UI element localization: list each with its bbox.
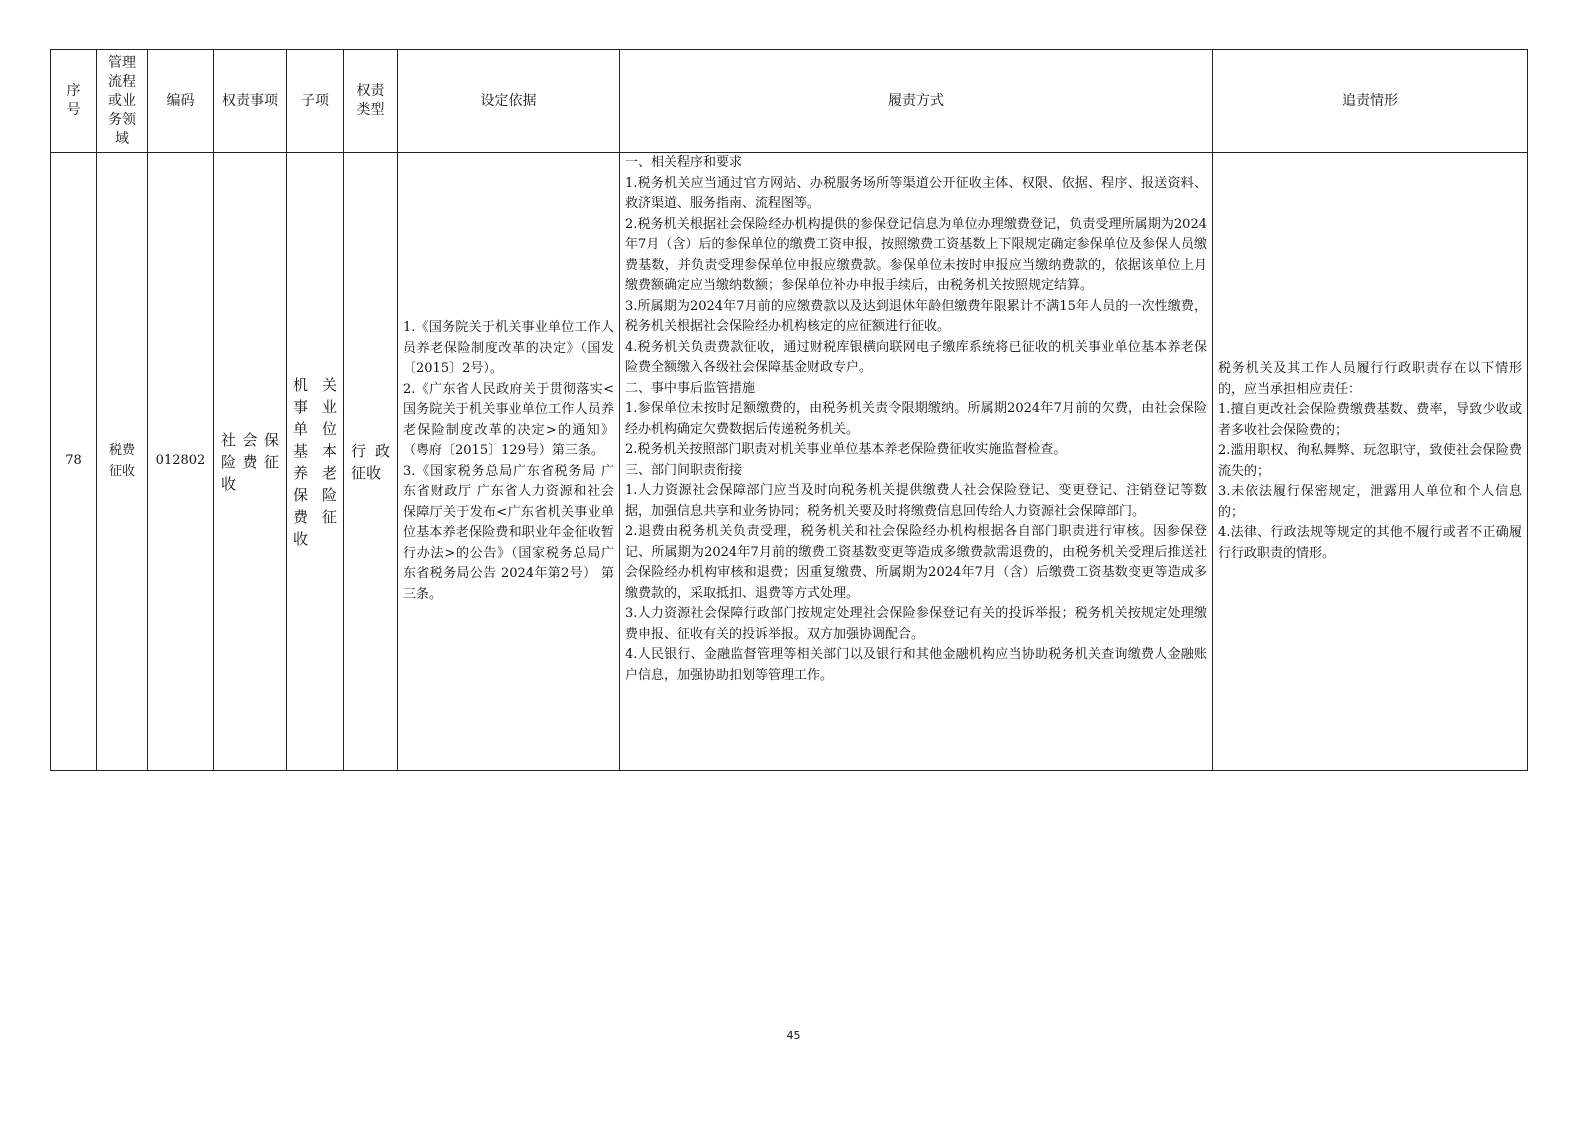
header-basis: 设定依据 — [398, 50, 620, 153]
header-subitem: 子项 — [287, 50, 344, 153]
cell-seq: 78 — [51, 153, 97, 771]
cell-domain: 税费征收 — [97, 153, 148, 771]
cell-type: 行政征收 — [344, 153, 398, 771]
duty-heading: 二、事中事后监管措施 — [625, 380, 756, 396]
cell-code: 012802 — [148, 153, 214, 771]
cell-matter: 社会保险费征收 — [214, 153, 287, 771]
basis-item: 1.《国务院关于机关事业单位工作人员养老保险制度改革的决定》（国发〔2015〕2号）。 — [403, 320, 614, 376]
duty-item: 4.人民银行、金融监督管理等相关部门以及银行和其他金融机构应当协助税务机关查询缴费人金融账户信息，加强协助扣划等管理工作。 — [625, 647, 1207, 683]
cell-duty — [620, 153, 1213, 771]
duty-item: 1.人力资源社会保障部门应当及时向税务机关提供缴费人社会保险登记、变更登记、注销登记等数据，加强信息共享和业务协同；税务机关要及时将缴费信息回传给人力资源社会保障部门。 — [625, 483, 1207, 519]
duty-heading: 一、相关程序和要求 — [625, 155, 743, 170]
header-matter: 权责事项 — [214, 50, 287, 153]
accountability-item: 2.滥用职权、徇私舞弊、玩忽职守，致使社会保险费流失的； — [1218, 443, 1522, 479]
cell-subitem: 机关事业单位基本养老保险费征收 — [287, 153, 344, 771]
header-accountability: 追责情形 — [1213, 50, 1528, 153]
duty-item: 2.退费由税务机关负责受理，税务机关和社会保险经办机构根据各自部门职责进行审核。因参保登记、所属期为2024年7月前的缴费工资基数变更等造成多缴费款需退费的，由税务机关受理后推送社会保险经办机构审核和退费；因重复缴费、所属期为2024年7月（含）后缴费工资基数变更等造成多缴费款的，采取抵扣、退费等方式处理。 — [625, 524, 1207, 601]
duty-item: 1.参保单位未按时足额缴费的，由税务机关责令限期缴纳。所属期2024年7月前的欠费，由社会保险经办机构确定欠费数据后传递税务机关。 — [625, 401, 1207, 437]
duty-item: 2.税务机关根据社会保险经办机构提供的参保登记信息为单位办理缴费登记，负责受理所属期为2024年7月（含）后的参保单位的缴费工资申报，按照缴费工资基数上下限规定确定参保单位及参保人员缴费基数，并负责受理参保单位申报应缴费款。参保单位未按时申报应当缴纳费款的，依据该单位上月缴费额确定应当缴纳数额；参保单位补办申报手续后，由税务机关按照规定结算。 — [625, 216, 1207, 293]
cell-basis — [398, 153, 620, 771]
duty-item: 1.税务机关应当通过官方网站、办税服务场所等渠道公开征收主体、权限、依据、程序、报送资料、救济渠道、服务指南、流程图等。 — [625, 175, 1207, 211]
duty-item: 4.税务机关负责费款征收，通过财税库银横向联网电子缴库系统将已征收的机关事业单位基本养老保险费全额缴入各级社会保障基金财政专户。 — [625, 339, 1207, 375]
responsibility-table — [50, 49, 1528, 771]
duty-item: 3.所属期为2024年7月前的应缴费款以及达到退休年龄但缴费年限累计不满15年人员的一次性缴费，税务机关根据社会保险经办机构核定的应征额进行征收。 — [625, 298, 1207, 334]
header-seq: 序号 — [51, 50, 97, 153]
header-type: 权责类型 — [344, 50, 398, 153]
header-duty: 履责方式 — [620, 50, 1213, 153]
header-row — [51, 50, 1528, 153]
accountability-intro: 税务机关及其工作人员履行行政职责存在以下情形的，应当承担相应责任： — [1218, 361, 1522, 397]
cell-accountability — [1213, 153, 1528, 771]
duty-item: 3.人力资源社会保障行政部门按规定处理社会保险参保登记有关的投诉举报；税务机关按规定处理缴费申报、征收有关的投诉举报。双方加强协调配合。 — [625, 606, 1207, 642]
page-number: 45 — [786, 1029, 801, 1042]
basis-item: 2.《广东省人民政府关于贯彻落实<国务院关于机关事业单位工作人员养老保险制度改革的决定>的通知》（粤府〔2015〕129号）第三条。 — [403, 381, 614, 458]
basis-item: 3.《国家税务总局广东省税务局 广东省财政厅 广东省人力资源和社会保障厅关于发布<广东省机关事业单位基本养老保险费和职业年金征收暂行办法>的公告》（国家税务总局广东省税务局公告 2024年第2号） 第三条。 — [403, 463, 614, 602]
table-row — [51, 153, 1528, 771]
accountability-item: 4.法律、行政法规等规定的其他不履行或者不正确履行行政职责的情形。 — [1218, 525, 1522, 561]
duty-heading: 三、部门间职责衔接 — [625, 462, 743, 478]
header-code: 编码 — [148, 50, 214, 153]
accountability-item: 3.未依法履行保密规定，泄露用人单位和个人信息的； — [1218, 484, 1522, 520]
duty-item: 2.税务机关按照部门职责对机关事业单位基本养老保险费征收实施监督检查。 — [625, 442, 1067, 457]
header-domain: 管理流程或业务领域 — [97, 50, 148, 153]
accountability-item: 1.擅自更改社会保险费缴费基数、费率，导致少收或者多收社会保险费的； — [1218, 402, 1522, 438]
